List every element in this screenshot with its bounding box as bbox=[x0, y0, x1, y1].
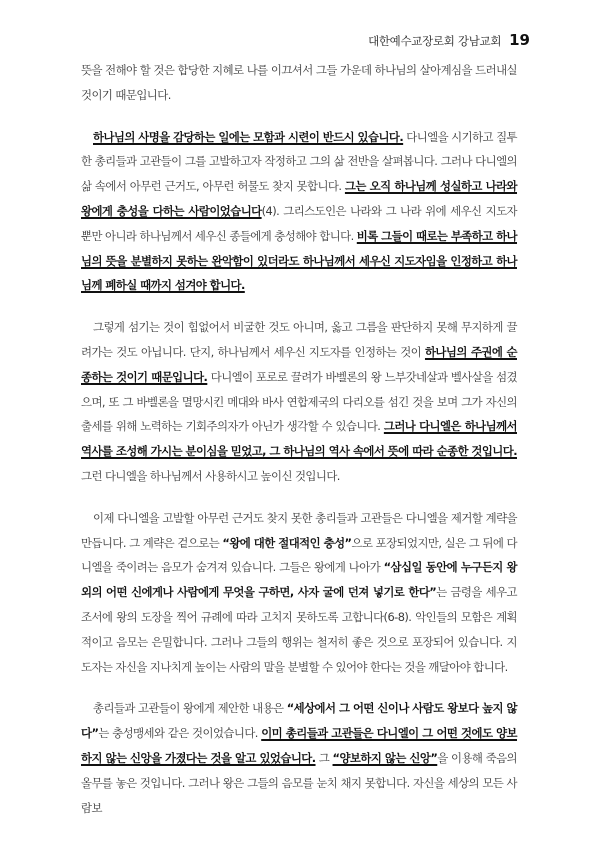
body-text: 다니엘을 시기하고 질투한 총리들과 고관들이 그를 고발하고자 작정하고 그의 삶 전반을 살펴봅니다. 그러나 다니엘의 삶 속에서 아무런 근거도, 아무런 허물도 찾지 못합니다. bbox=[81, 129, 517, 194]
emphasized-text: 하나님의 사명을 감당하는 일에는 모함과 시련이 반드시 있습니다. bbox=[93, 129, 404, 144]
body-text: 뜻을 전해야 할 것은 합당한 지혜로 나를 이끄셔서 그들 가운데 하나님의 살아계심을 드러내실 것이기 때문입니다. bbox=[81, 63, 517, 102]
body-text: 는 충성맹세와 같은 것이었습니다. bbox=[98, 726, 262, 741]
quoted-text: “왕에 대한 절대적인 충성” bbox=[222, 535, 352, 550]
body-text: 그렇게 섬기는 것이 힘없어서 비굴한 것도 아니며, 옳고 그름을 판단하지 못해 무지하게 끌려가는 것도 아닙니다. 단지, 하나님께서 세우신 지도자를 인정하는 것이 bbox=[81, 320, 517, 359]
body-text: 는 금령을 세우고 조서에 왕의 도장을 찍어 규례에 따라 고치지 못하도록 고합니다(6-8). 악인들의 모함은 계획적이고 음모는 은밀합니다. 그러나 그들의 행위는 철저히 좋은 것으로 포장되어 있습니다. 지도자는 자신을 지나치게 높이는 사람의 말을 분별할 수 있어야 한다는 것을 깨달아야 합니다. bbox=[81, 585, 517, 674]
emphasized-text: 그러나 다니엘은 하나님께서 역사를 조성해 가시는 분이심을 믿었고, 그 하나님의 역사 속에서 뜻에 따라 순종한 것입니다. bbox=[81, 419, 517, 459]
body-text: 다니엘이 포로로 끌려가 바벨론의 왕 느부갓네살과 벨사살을 섬겼으며, 또 그 바벨론을 멸망시킨 메대와 바사 연합제국의 다리오를 섬긴 것을 보며 그가 자신의 출세를 위해 노력하는 기회주의자가 아닌가 생각할 수 있습니다. bbox=[81, 369, 517, 434]
paragraph-1 bbox=[81, 58, 517, 108]
church-name: 대한예수교장로회 강남교회 bbox=[368, 34, 502, 48]
page-number: 19 bbox=[509, 31, 530, 49]
emphasized-text: 비록 그들이 때로는 부족하고 하나님의 뜻을 분별하지 못하는 완악함이 있더라도 하나님께서 세우신 지도자임을 인정하고 하나님께 폐하실 때까지 섬겨야 합니다. bbox=[81, 228, 518, 293]
paragraph-2 bbox=[81, 125, 517, 299]
paragraph-4 bbox=[81, 506, 517, 680]
emphasized-text: “양보하지 않는 신앙” bbox=[332, 750, 438, 765]
emphasized-text: 그는 오직 하나님께 성실하고 나라와 왕에게 충성을 다하는 사람이었습니다 bbox=[81, 179, 518, 218]
paragraph-3 bbox=[81, 315, 517, 489]
body-text: 으로 포장되었지만, 실은 그 뒤에 다니엘을 죽이려는 음모가 숨겨져 있습니다. 그들은 왕에게 나아가 bbox=[81, 535, 518, 575]
document-body bbox=[81, 58, 517, 820]
quoted-text: “세상에서 그 어떤 신이나 사람도 왕보다 높지 않다” bbox=[81, 701, 518, 741]
emphasized-text: 이미 총리들과 고관들은 다니엘이 그 어떤 것에도 양보하지 않는 신앙을 가졌다는 것을 알고 있었습니다. bbox=[81, 726, 518, 765]
body-text: (4). 그리스도인은 나라와 그 나라 위에 세우신 지도자뿐만 아니라 하나님께서 세우신 종들에게 충성해야 합니다. bbox=[81, 203, 517, 243]
body-text: 이제 다니엘을 고발할 아무런 근거도 찾지 못한 총리들과 고관들은 다니엘을 제거할 계략을 만듭니다. 그 계략은 겉으로는 bbox=[81, 510, 517, 550]
emphasized-text: 하나님의 주권에 순종하는 것이기 때문입니다. bbox=[81, 344, 517, 384]
page-header bbox=[368, 31, 530, 51]
body-text: 총리들과 고관들이 왕에게 제안한 내용은 bbox=[93, 701, 287, 716]
quoted-text: “삼십일 동안에 누구든지 왕 외의 어떤 신에게나 사람에게 무엇을 구하면, 사자 굴에 던져 넣기로 한다” bbox=[81, 560, 517, 600]
paragraph-5 bbox=[81, 696, 517, 820]
body-text: 그 bbox=[315, 750, 333, 765]
body-text: 을 이용해 죽음의 올무를 놓은 것입니다. 그러나 왕은 그들의 음모를 눈치 채지 못합니다. 자신을 세상의 모든 사람보 bbox=[81, 750, 517, 815]
body-text: 그런 다니엘을 하나님께서 사용하시고 높이신 것입니다. bbox=[81, 468, 340, 483]
